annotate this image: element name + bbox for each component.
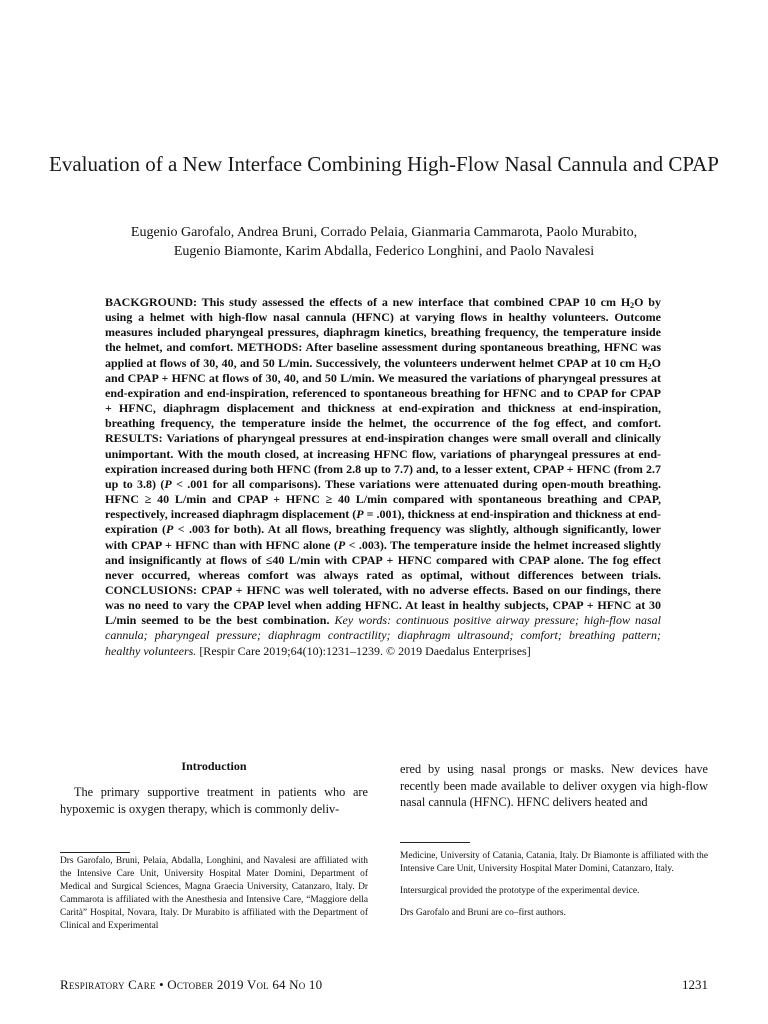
footnote-divider-left bbox=[60, 852, 130, 853]
author-list bbox=[40, 223, 728, 261]
abstract-keywords: Key words: continuous positive airway pressure; high-flow nasal cannula; pharyngeal pressure; diaphragm contractility; diaphragm ultrasound; comfort; breathing pattern; healthy volunteers. bbox=[105, 613, 662, 658]
abstract-text: BACKGROUND: This study assessed the effects of a new interface that combined CPAP 10 cm $H_2O$ by using a helmet with high-flow nasal cannula (HFNC) at varying flows in healthy volunteers. Outcome measures included pharyngeal pressures, diaphragm kinetics, breathing frequency, the temperature inside the helmet, and comfort. METHODS: After baseline assessment during spontaneous breathing, HFNC was applied at flows of 30, 40, and 50 L/min. Successively, the volunteers underwent helmet CPAP at 10 cm $H_2O$ and CPAP + HFNC at flows of 30, 40, and 50 L/min. We measured the variations of pharyngeal pressures at end-expiration and end-inspiration, referenced to spontaneous breathing for HFNC and to CPAP for CPAP + HFNC, diaphragm displacement and thickness at end-expiration and thickness at end-inspiration, breathing frequency, the temperature inside the helmet, the occurrence of the fog effect, and comfort. RESULTS: Variations of pharyngeal pressures at end-inspiration changes were small overall and clinically unimportant. With the mouth closed, at increasing HFNC flow, variations of pharyngeal pressures at end-expiration increased during both HFNC (from 2.8 up to 7.7) and, to a lesser extent, CPAP + HFNC (from 2.7 up to 3.8) (P < .001 for all comparisons). These variations were attenuated during open-mouth breathing. HFNC ≥ 40 L/min and CPAP + HFNC ≥ 40 L/min compared with spontaneous breathing and CPAP, respectively, increased diaphragm displacement (P = .001), thickness at end-inspiration and thickness at end-expiration (P < .003 for both). At all flows, breathing frequency was slightly, although significantly, lower with CPAP + HFNC than with HFNC alone (P < .003). The temperature inside the helmet increased slightly and insignificantly at flows of ≤40 L/min with CPAP + HFNC compared with CPAP alone. The fog effect never occurred, whereas comfort was always rated as optimal, without differences between trials. CONCLUSIONS: CPAP + HFNC was well tolerated, with no adverse effects. Based on our findings, there was no need to vary the CPAP level when adding HFNC. At least in healthy subjects, CPAP + HFNC at 30 L/min seemed to be the best combination. bbox=[105, 295, 662, 628]
abstract-citation: [Respir Care 2019;64(10):1231–1239. © 2019 Daedalus Enterprises] bbox=[199, 643, 531, 658]
journal-footer: Respiratory Care • October 2019 Vol 64 No 10 bbox=[60, 977, 323, 992]
section-heading-introduction: Introduction bbox=[181, 759, 247, 773]
intro-column-right bbox=[400, 761, 708, 811]
author-line-1: Eugenio Garofalo, Andrea Bruni, Corrado Pelaia, Gianmaria Cammarota, Paolo Murabito, bbox=[130, 225, 638, 240]
footnote-affiliations-left: Drs Garofalo, Bruni, Pelaia, Abdalla, Longhini, and Navalesi are affiliated with the Intensive Care Unit, University Hospital Mater Domini, Department of Medical and Surgical Sciences, Magna Graecia University, Catanzaro, Italy. Dr Cammarota is affiliated with the Anesthesia and Intensive Care, “Maggiore della Carità” Hospital, Novara, Italy. Dr Murabito is affiliated with the Department of Clinical and Experimental bbox=[60, 856, 368, 931]
author-line-2: Eugenio Biamonte, Karim Abdalla, Federico Longhini, and Paolo Navalesi bbox=[173, 244, 595, 259]
intro-paragraph: The primary supportive treatment in patients who are hypoxemic is oxygen therapy, which is commonly deliv- bbox=[60, 785, 368, 816]
abstract bbox=[105, 295, 661, 659]
footnote-affiliation-continued: Medicine, University of Catania, Catania, Italy. Dr Biamonte is affiliated with the Intensive Care Unit, University Hospital Mater Domini, Catanzaro, Italy. bbox=[400, 851, 708, 874]
page-number: 1231 bbox=[682, 977, 708, 992]
footnote-affiliations-right bbox=[400, 850, 708, 929]
article-title: Evaluation of a New Interface Combining High-Flow Nasal Cannula and CPAP bbox=[49, 152, 719, 176]
footnote-co-first: Drs Garofalo and Bruni are co–first authors. bbox=[400, 908, 566, 918]
intro-column-left bbox=[60, 758, 368, 817]
footnote-divider-right bbox=[400, 842, 470, 843]
intro-paragraph-continued: ered by using nasal prongs or masks. New devices have recently been made available to deliver oxygen via high-flow nasal cannula (HFNC). HFNC delivers heated and bbox=[400, 762, 708, 809]
footnote-device: Intersurgical provided the prototype of the experimental device. bbox=[400, 886, 640, 896]
